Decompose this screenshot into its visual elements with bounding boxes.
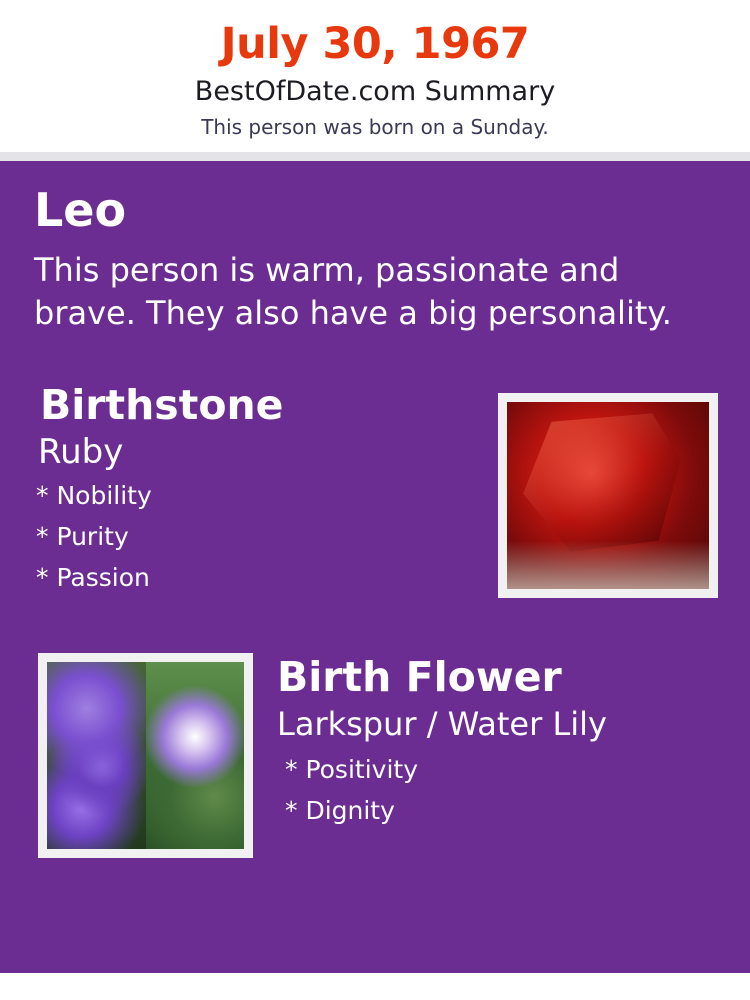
water-lily-photo bbox=[146, 662, 245, 849]
birthstone-trait-list bbox=[32, 483, 462, 590]
birthflower-section bbox=[32, 653, 718, 863]
zodiac-description: This person is warm, passionate and brave. They also have a big personality. bbox=[34, 250, 672, 333]
list-item: * Nobility bbox=[36, 481, 152, 510]
site-name: BestOfDate.com Summary bbox=[194, 76, 556, 108]
card-header bbox=[0, 0, 750, 152]
birth-day-note: This person was born on a Sunday. bbox=[201, 114, 549, 139]
zodiac-sign-title: Leo bbox=[34, 182, 127, 237]
list-item: * Positivity bbox=[285, 755, 418, 784]
birthflower-name: Larkspur / Water Lily bbox=[277, 705, 607, 744]
birthstone-title: Birthstone bbox=[40, 381, 284, 430]
header-divider bbox=[0, 152, 750, 161]
page-title: July 30, 1967 bbox=[220, 19, 530, 69]
larkspur-photo bbox=[47, 662, 146, 849]
list-item: * Purity bbox=[36, 522, 129, 551]
birthflower-trait-list bbox=[277, 757, 718, 823]
birthflower-text bbox=[277, 653, 718, 823]
birthflower-image-frame bbox=[38, 653, 253, 858]
list-item: * Dignity bbox=[285, 796, 395, 825]
birthflower-title: Birth Flower bbox=[277, 653, 562, 702]
larkspur-water-lily-image bbox=[47, 662, 244, 849]
summary-panel bbox=[0, 161, 750, 973]
birthstone-text bbox=[32, 381, 462, 592]
birthstone-image-frame bbox=[498, 393, 718, 598]
birthstone-section bbox=[32, 381, 718, 605]
birthstone-name: Ruby bbox=[38, 432, 124, 473]
list-item: * Passion bbox=[36, 563, 150, 592]
ruby-gemstone-image bbox=[507, 402, 709, 589]
